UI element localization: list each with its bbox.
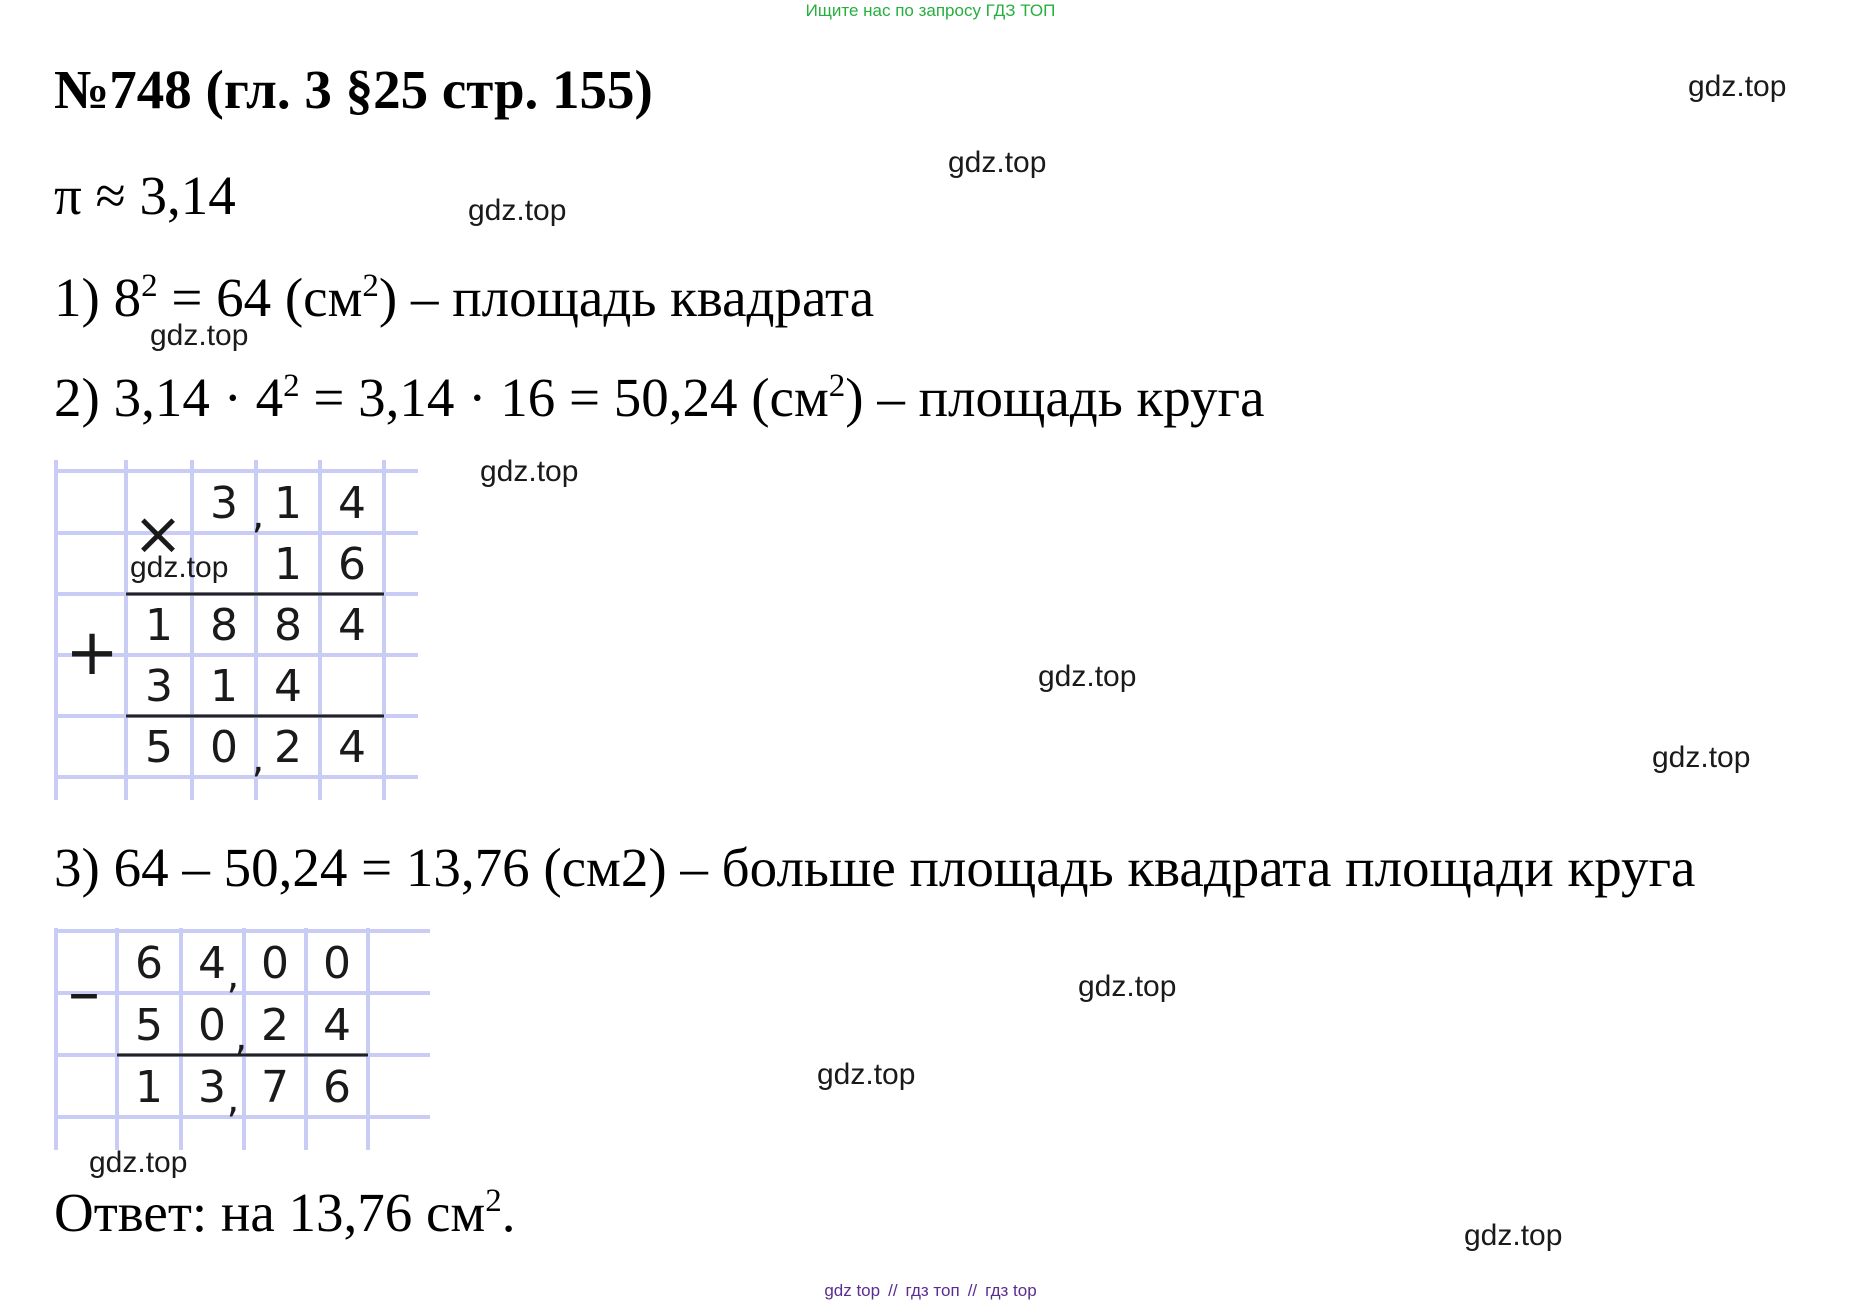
grid-digit: 4 (338, 600, 366, 651)
step-1 (54, 267, 875, 328)
top-banner: Ищите нас по запросу ГДЗ ТОП (805, 1, 1056, 20)
grid-digit: 6 (323, 1062, 351, 1113)
grid-digit: 3 (210, 478, 238, 529)
grid-digit: 3 (198, 1062, 226, 1113)
step-2-part-b: = 3,14 · 16 = 50,24 (см (299, 367, 829, 428)
decimal-comma: , (234, 1014, 248, 1060)
watermark: gdz.top (1464, 1219, 1563, 1252)
watermark: gdz.top (130, 551, 229, 584)
answer-period: . (501, 1182, 516, 1243)
grid-digit: 7 (261, 1062, 289, 1113)
grid-digit: 8 (274, 600, 302, 651)
grid-digit: 4 (338, 478, 366, 529)
grid-digit: 0 (198, 1000, 226, 1051)
step-1-part-b: = 64 (см (157, 267, 363, 328)
pi-approximation: π ≈ 3,14 (54, 165, 236, 226)
step-1-exponent: 2 (141, 268, 158, 304)
grid-digit: 0 (323, 938, 351, 989)
grid-digit: 0 (261, 938, 289, 989)
decimal-comma: , (251, 736, 265, 782)
footer-link[interactable]: gdz top (824, 1281, 881, 1300)
grid-digit: 0 (210, 722, 238, 773)
watermark: gdz.top (817, 1058, 916, 1091)
grid-digit: 1 (210, 661, 238, 712)
footer-links (0, 1281, 1861, 1301)
grid-digit: 3 (145, 661, 173, 712)
decimal-comma: , (251, 492, 265, 538)
step-2-part-c: ) – площадь круга (845, 367, 1265, 428)
grid-digit: 2 (274, 722, 302, 773)
times-sign: × (132, 499, 184, 569)
answer-exponent: 2 (485, 1183, 502, 1219)
grid-digit: 5 (135, 1000, 163, 1051)
step-2-exponent: 2 (283, 368, 300, 404)
grid-digit: 1 (274, 539, 302, 590)
watermark: gdz.top (150, 319, 249, 352)
grid-digit: 4 (323, 1000, 351, 1051)
grid-digit: 5 (145, 722, 173, 773)
multiplication-grid (54, 460, 424, 800)
watermark: gdz.top (1652, 741, 1751, 774)
step-2-part-a: 2) 3,14 · 4 (54, 367, 284, 428)
watermark: gdz.top (1078, 970, 1177, 1003)
grid-digit: 4 (274, 661, 302, 712)
answer (54, 1182, 516, 1243)
footer-link[interactable]: гдз топ (905, 1281, 960, 1300)
watermark: gdz.top (480, 455, 579, 488)
answer-text: Ответ: на 13,76 см (54, 1182, 486, 1243)
grid-digit: 8 (210, 600, 238, 651)
grid-digit: 1 (135, 1062, 163, 1113)
grid-digit: 4 (338, 722, 366, 773)
step-2-exponent: 2 (828, 368, 846, 404)
footer-link[interactable]: гдз top (985, 1281, 1037, 1300)
plus-sign: + (65, 616, 119, 690)
footer-separator: // (967, 1281, 978, 1300)
step-1-part-c: ) – площадь квадрата (378, 267, 875, 328)
grid-digit: 6 (338, 539, 366, 590)
subtraction-grid (54, 928, 434, 1150)
watermark: gdz.top (1688, 70, 1787, 103)
decimal-comma: , (226, 1076, 240, 1122)
step-1-exponent: 2 (362, 268, 379, 304)
grid-digit: 1 (145, 600, 173, 651)
watermark: gdz.top (948, 146, 1047, 179)
watermark: gdz.top (1038, 660, 1137, 693)
decimal-comma: , (226, 952, 240, 998)
step-3: 3) 64 – 50,24 = 13,76 (см2) – больше площадь квадрата площади круга (54, 837, 1696, 898)
step-1-part-a: 1) 8 (54, 267, 142, 328)
page-title: №748 (гл. 3 §25 стр. 155) (54, 59, 653, 120)
grid-digit: 2 (261, 1000, 289, 1051)
footer-separator: // (888, 1281, 898, 1300)
grid-digit: 1 (274, 478, 302, 529)
step-2 (54, 367, 1265, 428)
grid-digit: 6 (135, 938, 163, 989)
grid-digit: 4 (198, 938, 226, 989)
minus-sign: – (68, 956, 100, 1030)
watermark: gdz.top (89, 1146, 188, 1179)
watermark: gdz.top (468, 194, 567, 227)
